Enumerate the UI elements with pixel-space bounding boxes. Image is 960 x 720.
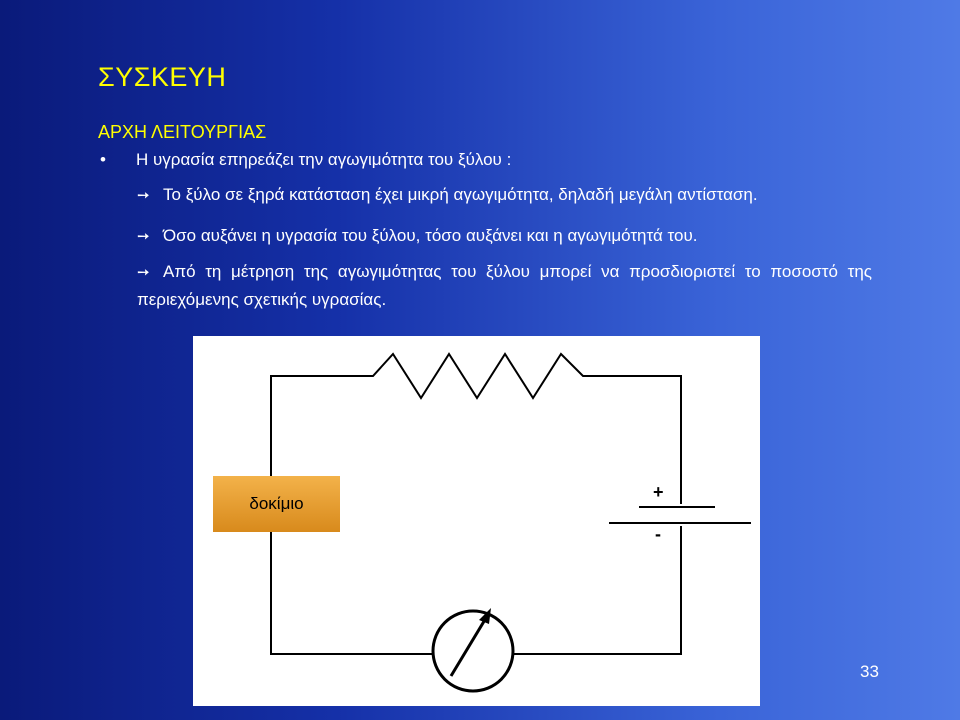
arrow-item-text: Από τη μέτρηση της αγωγιμότητας του ξύλου μπορεί να προσδιοριστεί το ποσοστό της περιεχόμενης σχετικής υγρασίας. [137,262,872,309]
slide-title: ΣΥΣΚΕΥΗ [98,62,227,92]
arrow-item-text: Το ξύλο σε ξηρά κατάσταση έχει μικρή αγωγιμότητα, δηλαδή μεγάλη αντίσταση. [163,185,758,204]
bullet-item [100,150,511,170]
sample-label: δοκίμιο [249,494,304,513]
battery-minus-label: - [655,524,661,544]
arrow-item-1 [137,185,758,205]
arrow-icon: ➙ [137,264,150,281]
left-wire [271,531,433,654]
page-number: 33 [860,662,879,681]
arrow-item-text: Όσο αυξάνει η υγρασία του ξύλου, τόσο αυξάνει και η αγωγιμότητά του. [163,226,698,245]
arrow-item-3 [137,258,872,313]
arrow-icon: ➙ [137,187,150,204]
meter-icon [433,611,513,691]
right-wire [511,526,681,654]
arrow-item-2 [137,226,697,246]
slide-subtitle: ΑΡΧΗ ΛΕΙΤΟΥΡΓΙΑΣ [98,122,267,142]
arrow-icon: ➙ [137,228,150,245]
bullet-text: Η υγρασία επηρεάζει την αγωγιμότητα του ξύλου : [136,150,512,169]
battery-plus-label: + [653,482,664,502]
bullet-icon: • [100,150,106,169]
circuit-diagram [193,336,760,706]
sample-block [213,476,340,532]
